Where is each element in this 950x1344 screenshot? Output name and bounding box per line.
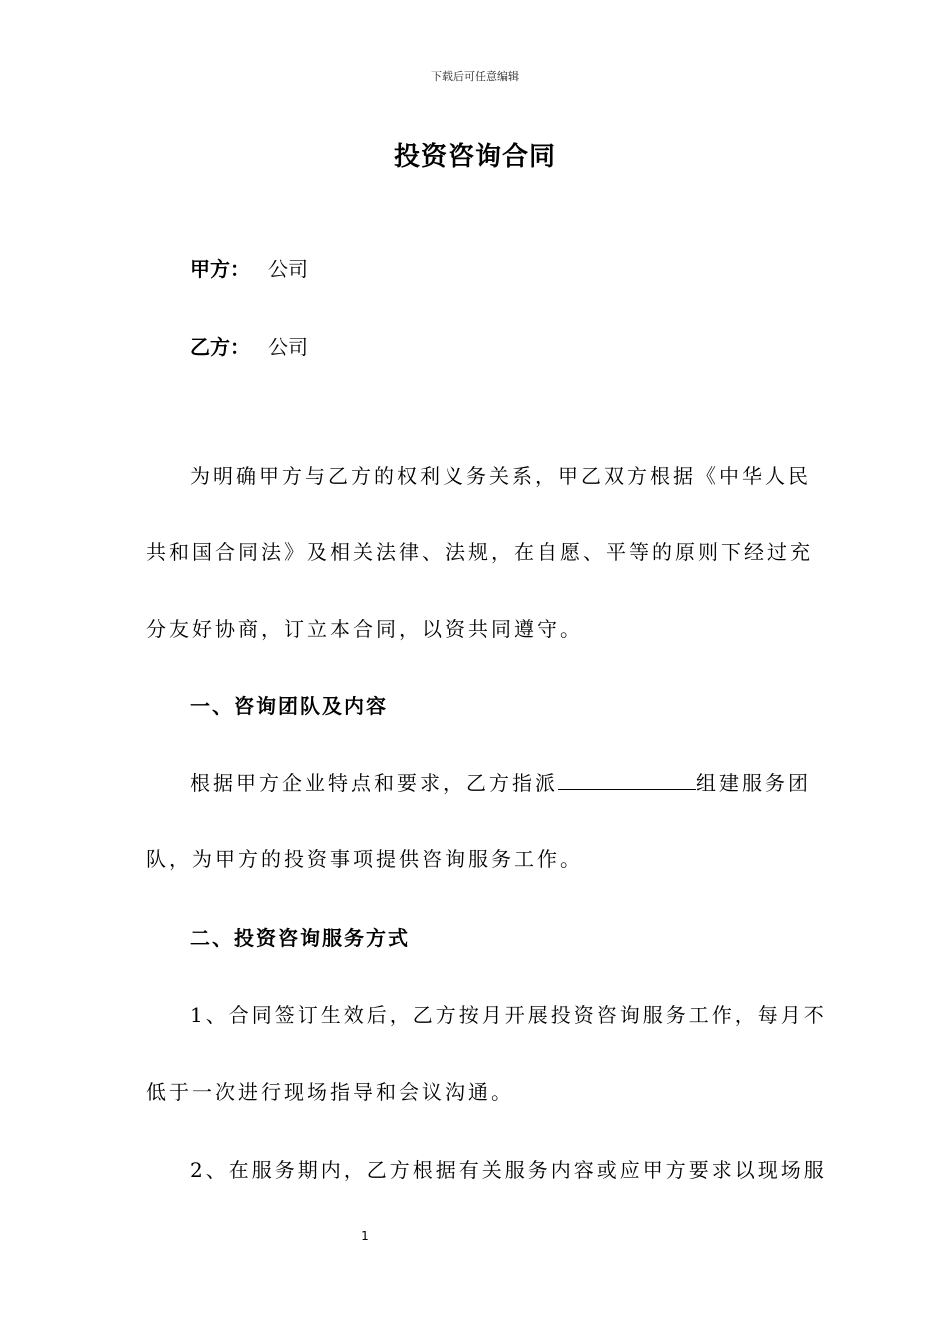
party-a: [190, 253, 308, 282]
party-b-value: 公司: [268, 335, 308, 359]
preamble-line-2: 共和国合同法》及相关法律、法规，在自愿、平等的原则下经过充: [146, 540, 813, 564]
document-title: 投资咨询合同: [393, 142, 556, 172]
section-2-item-1-line-1: 1、合同签订生效后，乙方按月开展投资咨询服务工作，每月不: [190, 1003, 827, 1027]
fill-in-blank: [558, 771, 696, 790]
party-b: [190, 331, 308, 360]
party-a-label: 甲方：: [190, 257, 250, 281]
preamble-line-3: 分友好协商，订立本合同，以资共同遵守。: [146, 617, 583, 641]
section-1-text-before-blank: 根据甲方企业特点和要求，乙方指派: [190, 771, 558, 795]
section-1-line-1: [190, 769, 811, 797]
section-1-text-after-blank: 组建服务团: [696, 771, 811, 795]
section-1-heading: 一、咨询团队及内容: [190, 694, 388, 718]
party-a-value: 公司: [268, 257, 308, 281]
section-2-item-1-line-2: 低于一次进行现场指导和会议沟通。: [146, 1080, 514, 1104]
header-note: 下载后可任意编辑: [431, 70, 519, 83]
section-1-line-2: 队，为甲方的投资事项提供咨询服务工作。: [146, 847, 583, 871]
preamble-line-1: 为明确甲方与乙方的权利义务关系，甲乙双方根据《中华人民: [190, 464, 811, 488]
section-2-heading: 二、投资咨询服务方式: [190, 926, 410, 950]
section-2-item-2-line-1: 2、在服务期内，乙方根据有关服务内容或应甲方要求以现场服: [190, 1158, 827, 1182]
party-b-label: 乙方：: [190, 335, 250, 359]
page-number: 1: [361, 1229, 369, 1243]
